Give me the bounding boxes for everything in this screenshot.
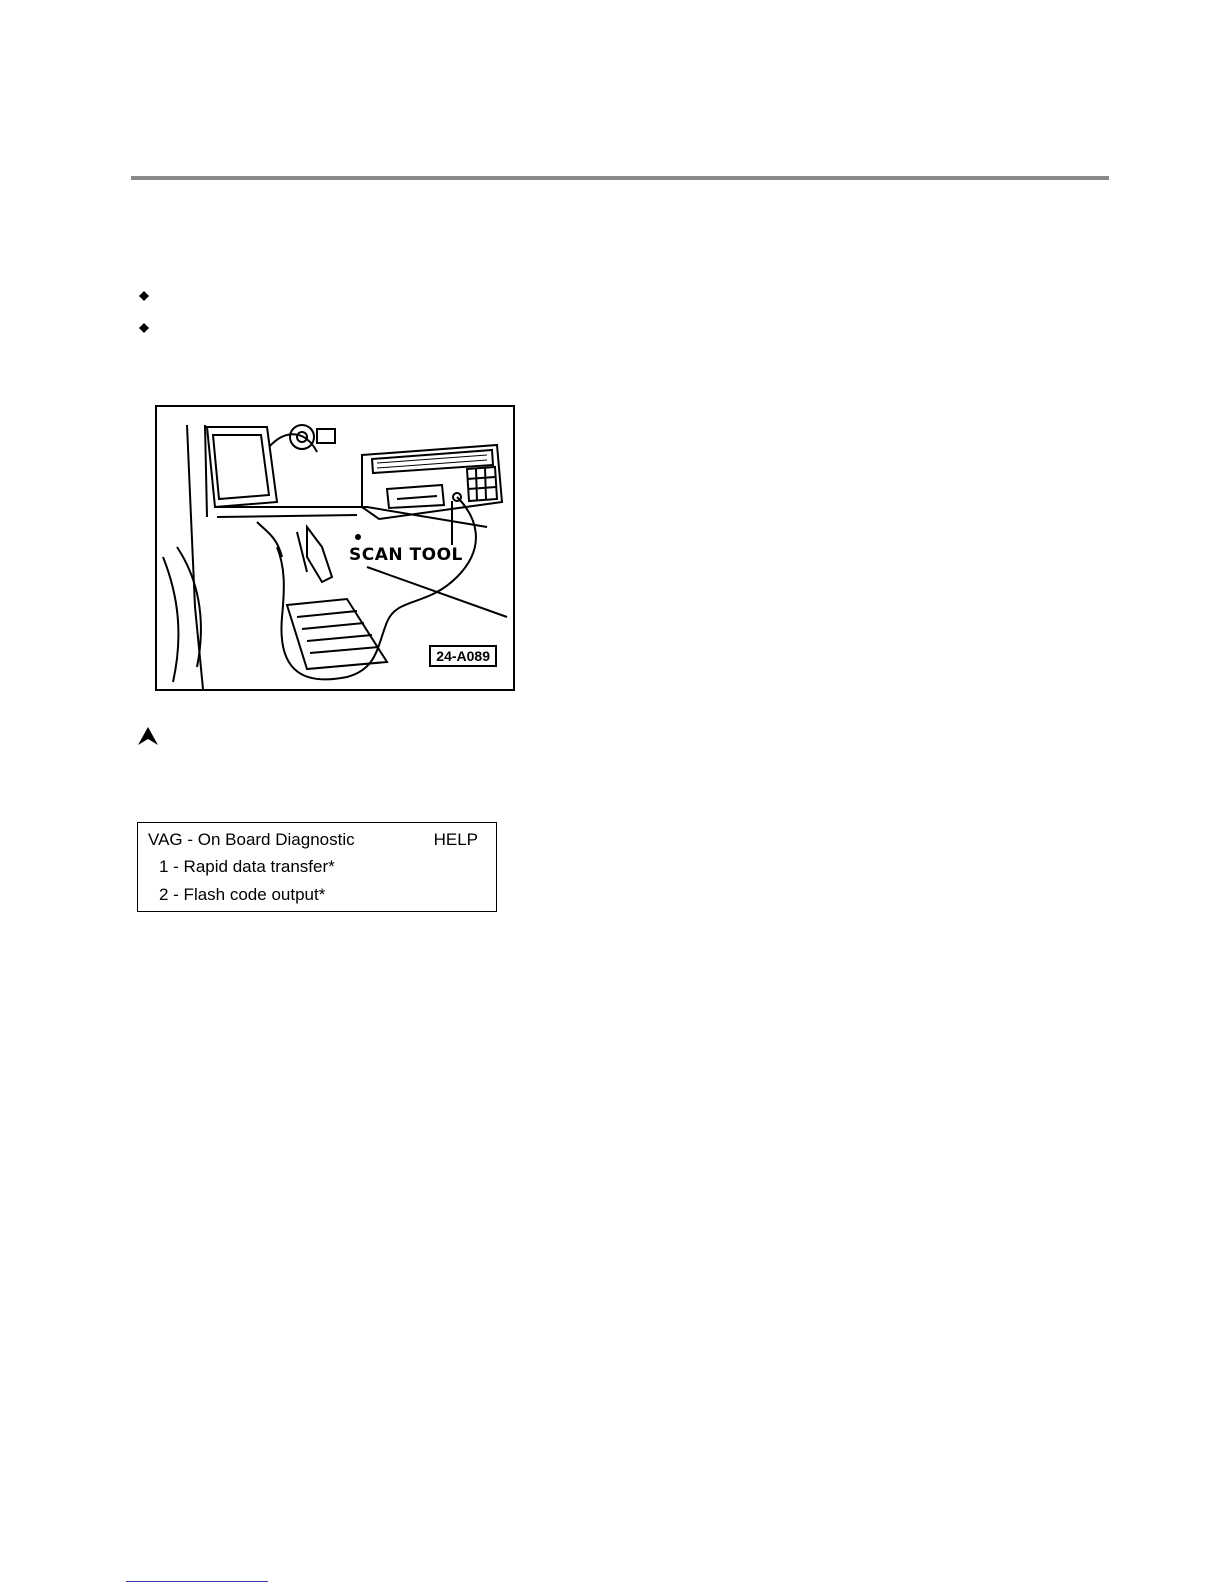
scan-tool-label: SCAN TOOL xyxy=(349,545,463,565)
header-rule xyxy=(131,176,1109,180)
display-title: VAG - On Board Diagnostic xyxy=(148,830,355,849)
display-option-rapid-data-transfer: 1 - Rapid data transfer* xyxy=(159,857,335,876)
display-option-flash-code-output: 2 - Flash code output* xyxy=(159,885,326,904)
figure-id-label: 24-A089 xyxy=(429,645,497,667)
display-help: HELP xyxy=(433,830,478,849)
triangle-pointer-icon xyxy=(137,726,159,746)
diamond-bullet-icon xyxy=(138,290,150,302)
diamond-bullet-icon xyxy=(138,322,150,334)
scan-tool-display xyxy=(137,822,497,912)
footer-link-underline xyxy=(126,1581,268,1582)
scan-tool-illustration xyxy=(155,405,515,691)
